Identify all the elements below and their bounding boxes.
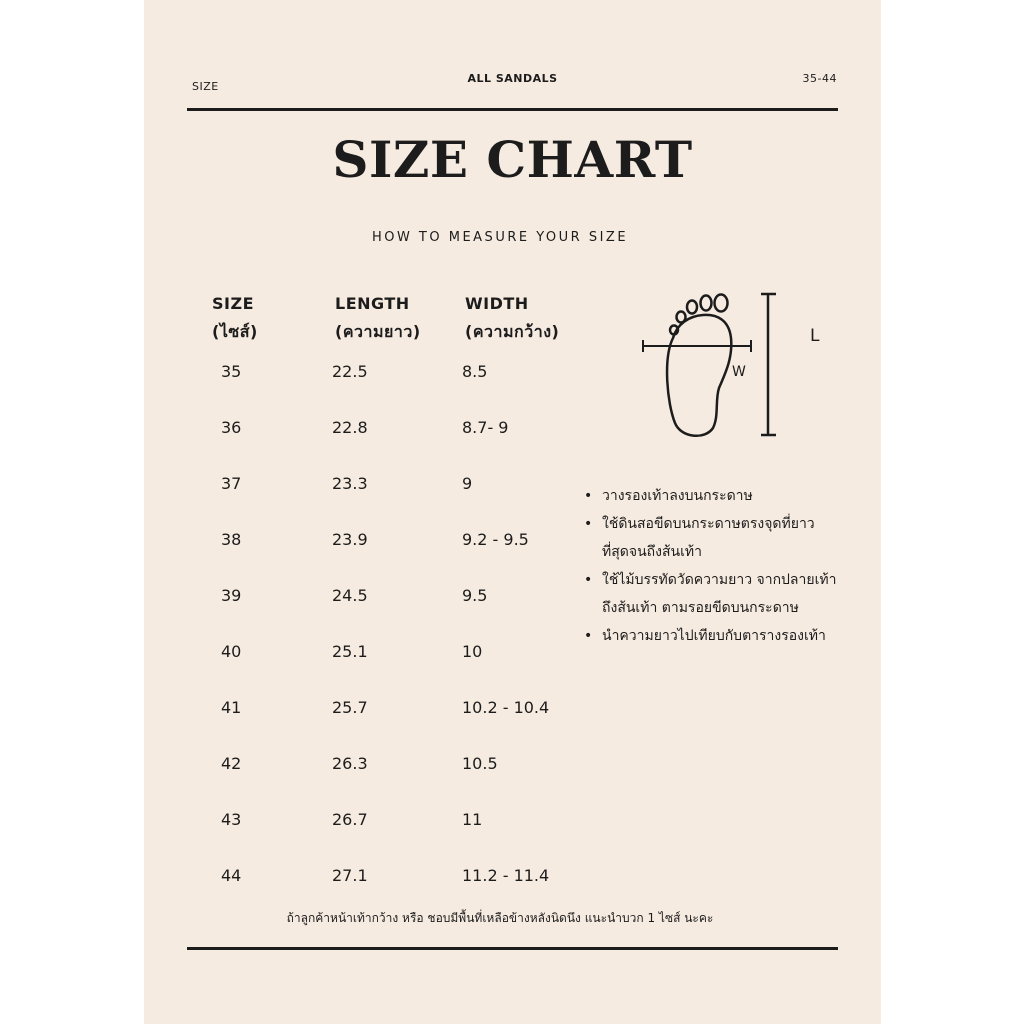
cell-length: 23.9 <box>332 530 368 549</box>
footprint-icon <box>667 295 731 436</box>
page-title: SIZE CHART <box>332 130 693 189</box>
cell-width: 10.2 - 10.4 <box>462 698 550 717</box>
cell-length: 25.1 <box>332 642 368 661</box>
column-header-width-en: WIDTH <box>465 294 529 313</box>
cell-width: 8.5 <box>462 362 488 381</box>
cell-width: 9 <box>462 474 473 493</box>
cell-length: 26.3 <box>332 754 368 773</box>
header-size-range: 35-44 <box>802 72 837 85</box>
bottom-divider <box>187 947 838 950</box>
header-collection-title: ALL SANDALS <box>467 72 558 85</box>
column-header-size-th: (ไซส์) <box>212 322 258 341</box>
list-item: • ใช้ดินสอขีดบนกระดาษตรงจุดที่ยาว ที่สุดจนถึงส้นเท้า <box>582 510 842 566</box>
column-header-length-en: LENGTH <box>335 294 410 313</box>
page-subtitle: HOW TO MEASURE YOUR SIZE <box>371 230 629 245</box>
cell-length: 22.8 <box>332 418 368 437</box>
cell-size: 41 <box>221 698 242 717</box>
list-item: • วางรองเท้าลงบนกระดาษ <box>582 482 842 510</box>
column-header-length <box>335 290 421 346</box>
width-label: W <box>732 364 746 380</box>
cell-size: 44 <box>221 866 242 885</box>
cell-size: 40 <box>221 642 242 661</box>
column-header-width <box>465 290 559 346</box>
cell-length: 25.7 <box>332 698 368 717</box>
measuring-instructions <box>582 482 842 650</box>
column-header-width-th: (ความกว้าง) <box>465 322 560 341</box>
cell-length: 23.3 <box>332 474 368 493</box>
cell-size: 35 <box>221 362 242 381</box>
cell-width: 10 <box>462 642 483 661</box>
list-item: • ใช้ไม้บรรทัดวัดความยาว จากปลายเท้า ถึงส้นเท้า ตามรอยขีดบนกระดาษ <box>582 566 842 622</box>
cell-size: 39 <box>221 586 242 605</box>
list-item: • นำความยาวไปเทียบกับตารางรองเท้า <box>582 622 842 650</box>
cell-size: 36 <box>221 418 242 437</box>
length-label: L <box>810 326 820 346</box>
column-header-length-th: (ความยาว) <box>335 322 421 341</box>
cell-length: 27.1 <box>332 866 368 885</box>
header-size-label: SIZE <box>192 80 219 93</box>
size-chart-page <box>144 0 881 1024</box>
length-measure-line <box>761 294 776 435</box>
cell-size: 37 <box>221 474 242 493</box>
cell-width: 9.5 <box>462 586 488 605</box>
column-header-size-en: SIZE <box>212 294 255 313</box>
cell-size: 42 <box>221 754 242 773</box>
cell-width: 10.5 <box>462 754 498 773</box>
top-divider <box>187 108 838 111</box>
cell-width: 8.7- 9 <box>462 418 509 437</box>
cell-size: 43 <box>221 810 242 829</box>
foot-measurement-diagram <box>639 288 789 443</box>
cell-length: 24.5 <box>332 586 368 605</box>
cell-length: 26.7 <box>332 810 368 829</box>
cell-width: 9.2 - 9.5 <box>462 530 529 549</box>
width-measure-line <box>643 340 751 352</box>
cell-length: 22.5 <box>332 362 368 381</box>
column-header-size <box>212 290 258 346</box>
sizing-footnote: ถ้าลูกค้าหน้าเท้ากว้าง หรือ ชอบมีพื้นที่เหลือข้างหลังนิดนึง แนะนำบวก 1 ไซส์ นะคะ <box>286 911 714 925</box>
cell-size: 38 <box>221 530 242 549</box>
cell-width: 11 <box>462 810 483 829</box>
cell-width: 11.2 - 11.4 <box>462 866 550 885</box>
